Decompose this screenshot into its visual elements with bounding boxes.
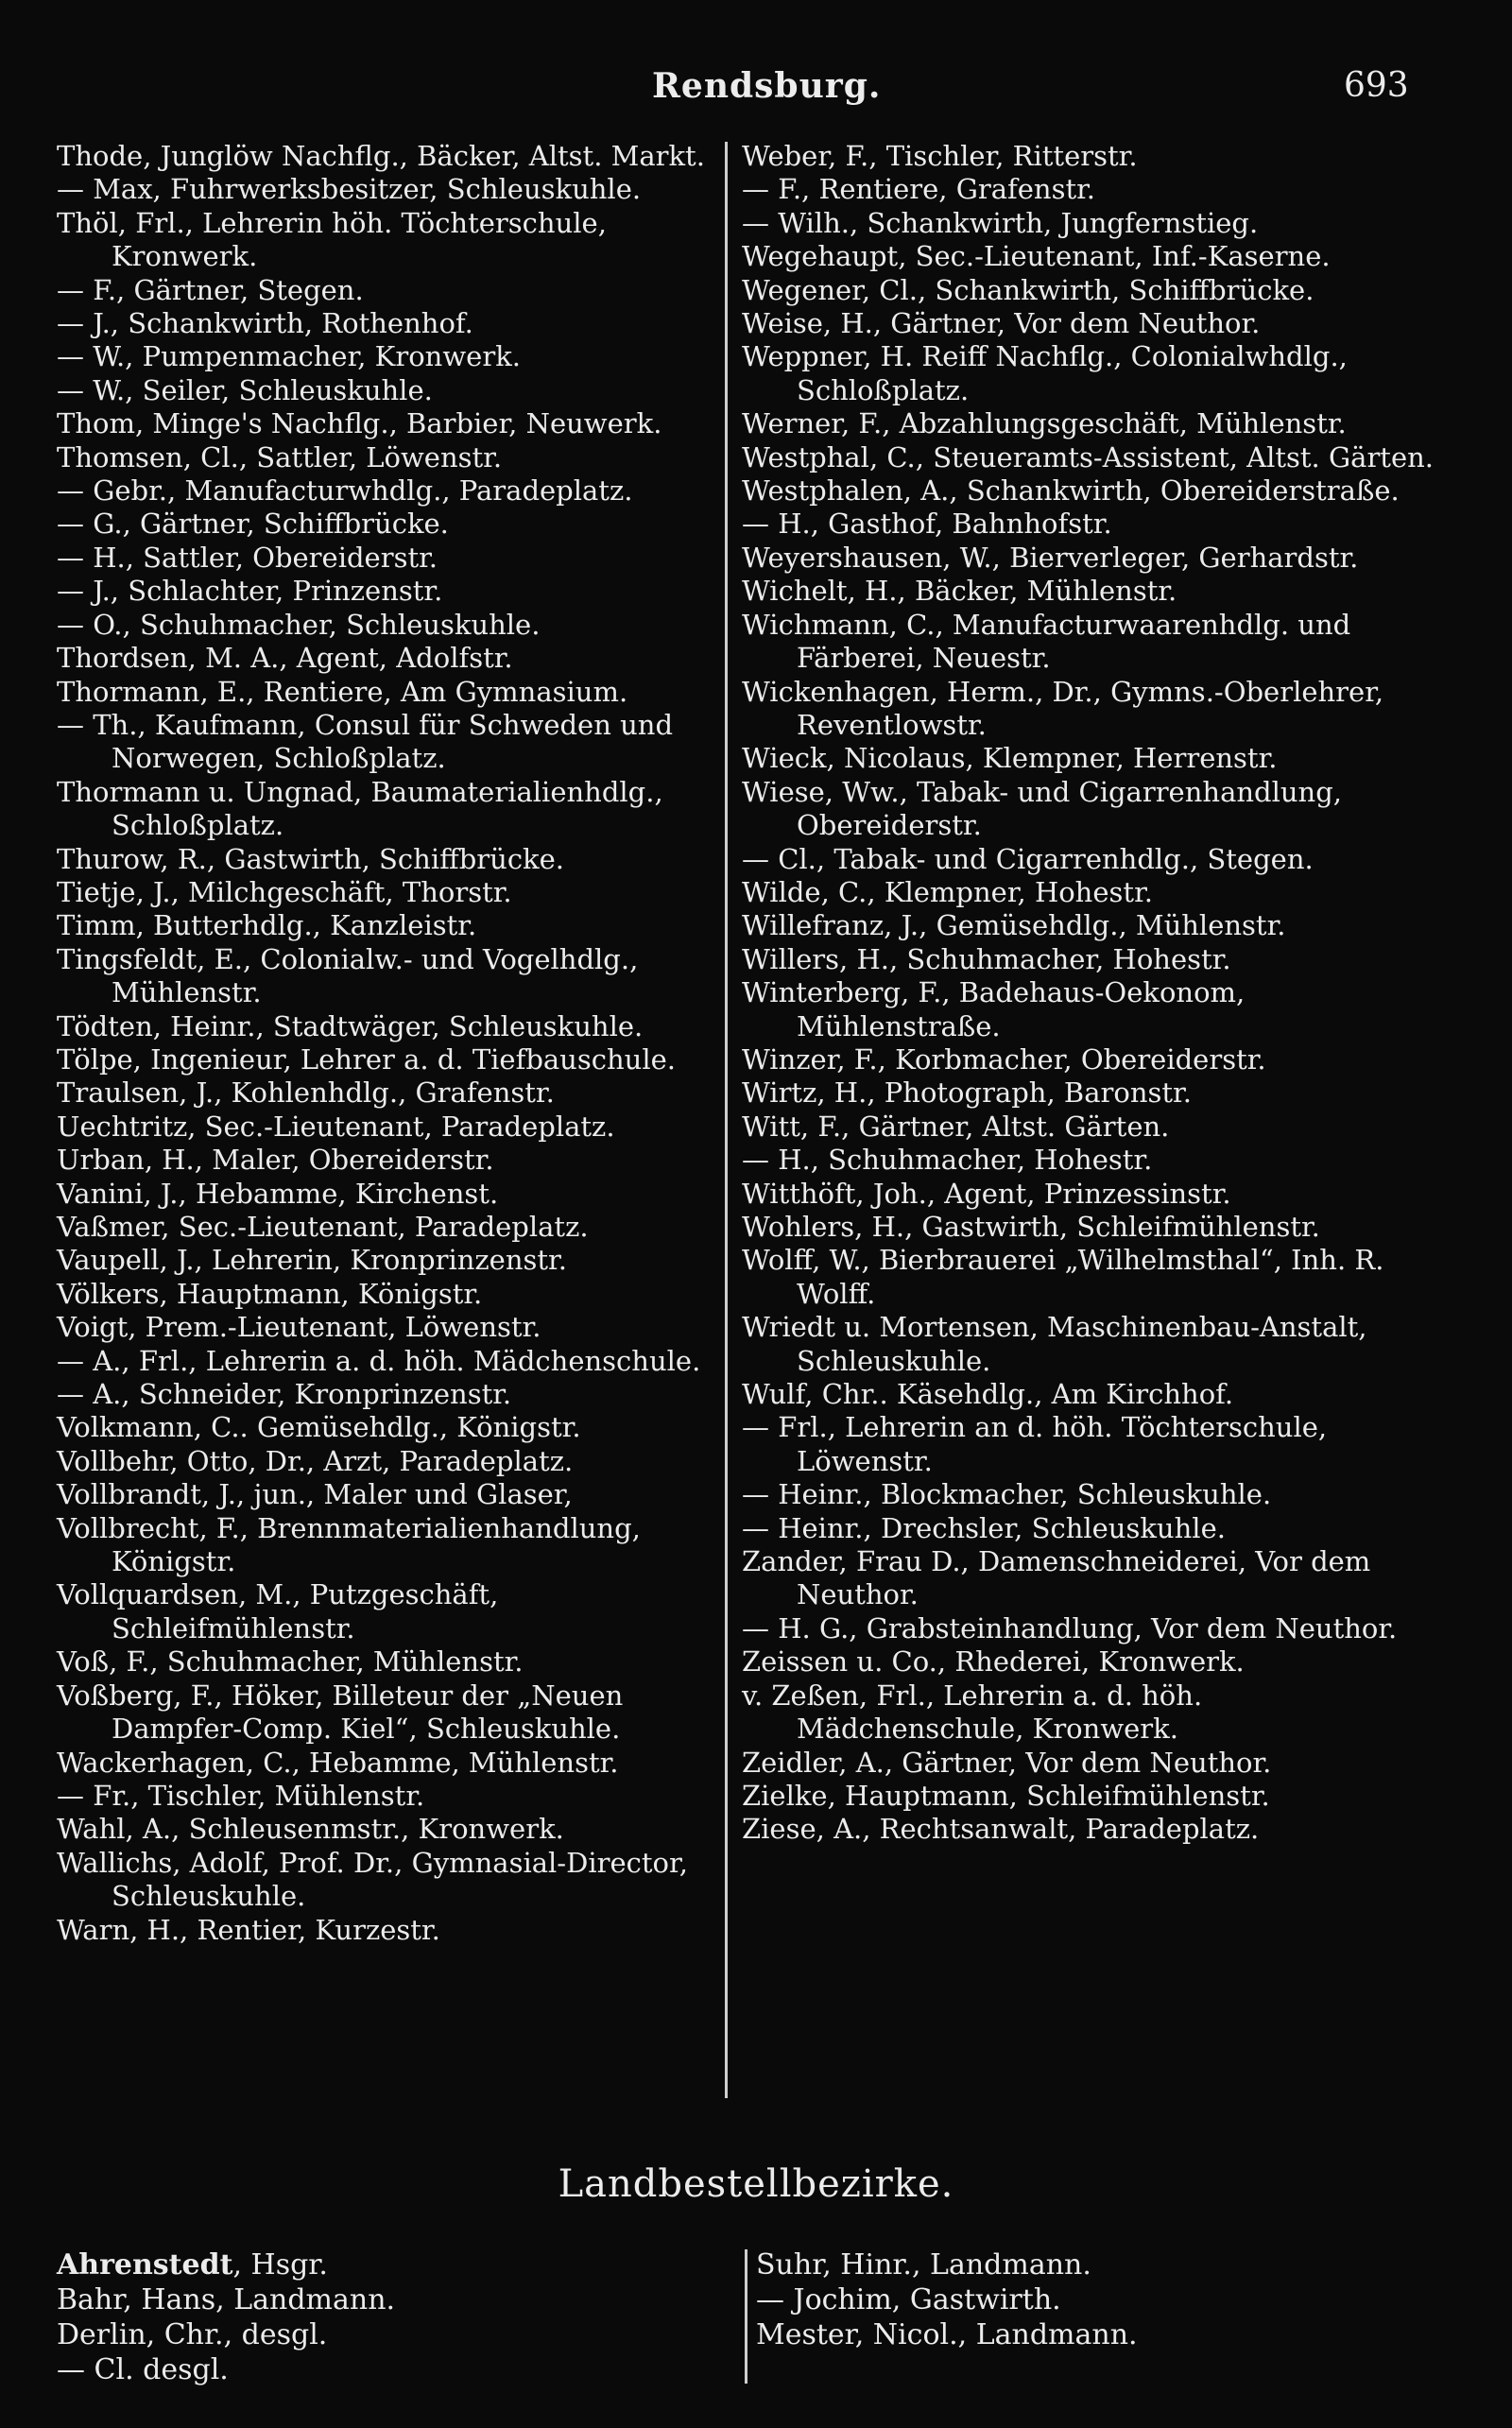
directory-entry: Vollbrecht, F., Brennmaterialienhandlung, Königstr. xyxy=(57,1511,641,1578)
directory-entry: Weber, F., Tischler, Ritterstr. xyxy=(742,140,1138,172)
section-entry: Bahr, Hans, Landmann. xyxy=(57,2283,396,2316)
directory-entry: Tölpe, Ingenieur, Lehrer a. d. Tiefbauschule. xyxy=(57,1042,676,1076)
directory-entry: Zielke, Hauptmann, Schleifmühlenstr. xyxy=(742,1779,1270,1812)
directory-entry: — H., Gasthof, Bahnhofstr. xyxy=(742,508,1112,541)
directory-entry: — Cl., Tabak- und Cigarrenhdlg., Stegen. xyxy=(742,842,1314,875)
place-name: Ahrenstedt xyxy=(57,2248,233,2282)
place-heading xyxy=(57,2247,737,2282)
running-title: Rendsburg. xyxy=(652,66,882,106)
directory-entry: Thom, Minge's Nachflg., Barbier, Neuwerk. xyxy=(57,407,662,440)
directory-entry: — Heinr., Blockmacher, Schleuskuhle. xyxy=(742,1478,1272,1511)
column-divider xyxy=(725,142,728,2098)
directory-entry: Wriedt u. Mortensen, Maschinenbau-Anstalt, Schleuskuhle. xyxy=(742,1311,1367,1377)
directory-entry: Wackerhagen, C., Hebamme, Mühlenstr. xyxy=(57,1746,619,1779)
directory-entry: — A., Frl., Lehrerin a. d. höh. Mädchenschule. xyxy=(57,1344,701,1377)
directory-entry: — Th., Kaufmann, Consul für Schweden und Norwegen, Schloßplatz. xyxy=(57,708,674,775)
directory-entry: — Gebr., Manufacturwhdlg., Paradeplatz. xyxy=(57,474,633,508)
directory-entry: Völkers, Hauptmann, Königstr. xyxy=(57,1277,483,1310)
directory-entry: Thode, Junglöw Nachflg., Bäcker, Altst. Markt. xyxy=(57,140,705,172)
section-entry: — Jochim, Gastwirth. xyxy=(756,2283,1061,2316)
directory-entry: Witthöft, Joh., Agent, Prinzessinstr. xyxy=(742,1177,1231,1210)
directory-entry: — F., Rentiere, Grafenstr. xyxy=(742,173,1096,206)
directory-entry: Wohlers, H., Gastwirth, Schleifmühlenstr. xyxy=(742,1211,1320,1243)
directory-entry: Urban, H., Maler, Obereiderstr. xyxy=(57,1144,494,1177)
directory-entry: — W., Seiler, Schleuskuhle. xyxy=(57,373,433,406)
place-suffix: , Hsgr. xyxy=(232,2248,328,2282)
directory-entry: Wilde, C., Klempner, Hohestr. xyxy=(742,875,1153,908)
directory-entry: — Frl., Lehrerin an d. höh. Töchterschule, Löwenstr. xyxy=(742,1411,1328,1477)
section-divider xyxy=(745,2249,747,2384)
directory-entry: Thormann u. Ungnad, Baumaterialienhdlg., Schloßplatz. xyxy=(57,775,663,842)
directory-entry: Tietje, J., Milchgeschäft, Thorstr. xyxy=(57,875,512,908)
directory-entry: Volkmann, C.. Gemüsehdlg., Königstr. xyxy=(57,1411,581,1444)
directory-entry: Ziese, A., Rechtsanwalt, Paradeplatz. xyxy=(742,1813,1260,1846)
directory-entry: — Wilh., Schankwirth, Jungfernstieg. xyxy=(742,206,1259,239)
directory-entry: Zeissen u. Co., Rhederei, Kronwerk. xyxy=(742,1645,1245,1679)
directory-entry: Wegehaupt, Sec.-Lieutenant, Inf.-Kaserne. xyxy=(742,240,1331,273)
directory-entry: Wahl, A., Schleusenmstr., Kronwerk. xyxy=(57,1813,564,1846)
left-column xyxy=(57,140,718,1947)
directory-entry: — Max, Fuhrwerksbesitzer, Schleuskuhle. xyxy=(57,173,642,206)
directory-entry: Willefranz, J., Gemüsehdlg., Mühlenstr. xyxy=(742,909,1286,942)
directory-entry: — A., Schneider, Kronprinzenstr. xyxy=(57,1378,512,1411)
directory-entry: Wiese, Ww., Tabak- und Cigarrenhandlung, Obereiderstr. xyxy=(742,775,1343,842)
directory-entry: — Fr., Tischler, Mühlenstr. xyxy=(57,1779,425,1812)
directory-entry: Voß, F., Schuhmacher, Mühlenstr. xyxy=(57,1645,524,1679)
directory-entry: — H., Schuhmacher, Hohestr. xyxy=(742,1144,1153,1177)
page-number: 693 xyxy=(1344,66,1409,105)
directory-entry: — Heinr., Drechsler, Schleuskuhle. xyxy=(742,1511,1226,1544)
directory-entry: Wichelt, H., Bäcker, Mühlenstr. xyxy=(742,575,1177,608)
directory-entry: Wulf, Chr.. Käsehdlg., Am Kirchhof. xyxy=(742,1378,1234,1411)
directory-entry: Weise, H., Gärtner, Vor dem Neuthor. xyxy=(742,307,1261,340)
directory-entry: Tödten, Heinr., Stadtwäger, Schleuskuhle. xyxy=(57,1009,644,1042)
directory-entry: Zander, Frau D., Damenschneiderei, Vor dem Neuthor. xyxy=(742,1545,1371,1611)
directory-entry: Witt, F., Gärtner, Altst. Gärten. xyxy=(742,1110,1170,1143)
directory-entry: Uechtritz, Sec.-Lieutenant, Paradeplatz. xyxy=(57,1110,615,1143)
directory-entry: Vanini, J., Hebamme, Kirchenst. xyxy=(57,1177,499,1210)
directory-entry: Wichmann, C., Manufacturwaarenhdlg. und Färberei, Neuestr. xyxy=(742,608,1351,675)
directory-entry: — J., Schankwirth, Rothenhof. xyxy=(57,307,473,340)
directory-entry: Traulsen, J., Kohlenhdlg., Grafenstr. xyxy=(57,1076,555,1110)
directory-entry: Weppner, H. Reiff Nachflg., Colonialwhdlg., Schloßplatz. xyxy=(742,340,1348,406)
directory-entry: Thurow, R., Gastwirth, Schiffbrücke. xyxy=(57,842,565,875)
directory-entry: — W., Pumpenmacher, Kronwerk. xyxy=(57,340,521,373)
directory-entry: Vaßmer, Sec.-Lieutenant, Paradeplatz. xyxy=(57,1211,589,1243)
directory-entry: Vollbrandt, J., jun., Maler und Glaser, xyxy=(57,1478,573,1511)
section-entry: Mester, Nicol., Landmann. xyxy=(756,2318,1138,2351)
directory-entry: Vollbehr, Otto, Dr., Arzt, Paradeplatz. xyxy=(57,1444,574,1477)
directory-entry: Willers, H., Schuhmacher, Hohestr. xyxy=(742,942,1231,975)
directory-entry: Thomsen, Cl., Sattler, Löwenstr. xyxy=(57,440,503,474)
directory-entry: Wieck, Nicolaus, Klempner, Herrenstr. xyxy=(742,742,1278,775)
directory-entry: Wegener, Cl., Schankwirth, Schiffbrücke. xyxy=(742,273,1314,306)
directory-entry: Weyershausen, W., Bierverleger, Gerhardstr. xyxy=(742,541,1359,574)
section-heading: Landbestellbezirke. xyxy=(558,2162,954,2206)
directory-entry: Vollquardsen, M., Putzgeschäft, Schleifmühlenstr. xyxy=(57,1578,499,1644)
directory-entry: Thordsen, M. A., Agent, Adolfstr. xyxy=(57,642,513,675)
section-entry: Suhr, Hinr., Landmann. xyxy=(756,2248,1091,2282)
directory-entry: Thöl, Frl., Lehrerin höh. Töchterschule, Kronwerk. xyxy=(57,206,607,273)
directory-entry: — O., Schuhmacher, Schleuskuhle. xyxy=(57,608,541,641)
directory-entry: Wallichs, Adolf, Prof. Dr., Gymnasial-Director, Schleuskuhle. xyxy=(57,1846,688,1913)
directory-entry: v. Zeßen, Frl., Lehrerin a. d. höh. Mädchenschule, Kronwerk. xyxy=(742,1679,1203,1746)
directory-entry: Westphal, C., Steueramts-Assistent, Altst. Gärten. xyxy=(742,440,1435,474)
directory-entry: Wirtz, H., Photograph, Baronstr. xyxy=(742,1076,1192,1110)
directory-entry: Winterberg, F., Badehaus-Oekonom, Mühlenstraße. xyxy=(742,976,1246,1042)
directory-entry: Zeidler, A., Gärtner, Vor dem Neuthor. xyxy=(742,1746,1272,1779)
section-entry: — Cl. desgl. xyxy=(57,2353,229,2386)
directory-entry: Winzer, F., Korbmacher, Obereiderstr. xyxy=(742,1042,1266,1076)
directory-entry: Vaupell, J., Lehrerin, Kronprinzenstr. xyxy=(57,1244,567,1277)
section-entry: Derlin, Chr., desgl. xyxy=(57,2318,328,2351)
right-column xyxy=(742,140,1436,1847)
directory-entry: Voßberg, F., Höker, Billeteur der „Neuen Dampfer-Comp. Kiel“, Schleuskuhle. xyxy=(57,1679,624,1746)
directory-entry: Warn, H., Rentier, Kurzestr. xyxy=(57,1913,440,1946)
section-left-list xyxy=(57,2247,737,2387)
directory-entry: Timm, Butterhdlg., Kanzleistr. xyxy=(57,909,477,942)
directory-entry: Tingsfeldt, E., Colonialw.- und Vogelhdlg., Mühlenstr. xyxy=(57,942,639,1009)
directory-entry: Thormann, E., Rentiere, Am Gymnasium. xyxy=(57,675,628,708)
directory-entry: — J., Schlachter, Prinzenstr. xyxy=(57,575,443,608)
directory-entry: — H. G., Grabsteinhandlung, Vor dem Neuthor. xyxy=(742,1611,1398,1644)
directory-entry: — F., Gärtner, Stegen. xyxy=(57,273,364,306)
section-right-list xyxy=(756,2247,1436,2352)
directory-entry: Wickenhagen, Herm., Dr., Gymns.-Oberlehrer, Reventlowstr. xyxy=(742,675,1384,741)
directory-entry: Wolff, W., Bierbrauerei „Wilhelmsthal“, Inh. R. Wolff. xyxy=(742,1244,1384,1310)
directory-entry: — G., Gärtner, Schiffbrücke. xyxy=(57,508,449,541)
directory-entry: Westphalen, A., Schankwirth, Obereiderstraße. xyxy=(742,474,1400,508)
page-header xyxy=(0,66,1512,113)
directory-entry: Werner, F., Abzahlungsgeschäft, Mühlenstr. xyxy=(742,407,1347,440)
directory-entry: — H., Sattler, Obereiderstr. xyxy=(57,541,438,574)
directory-entry: Voigt, Prem.-Lieutenant, Löwenstr. xyxy=(57,1311,541,1344)
